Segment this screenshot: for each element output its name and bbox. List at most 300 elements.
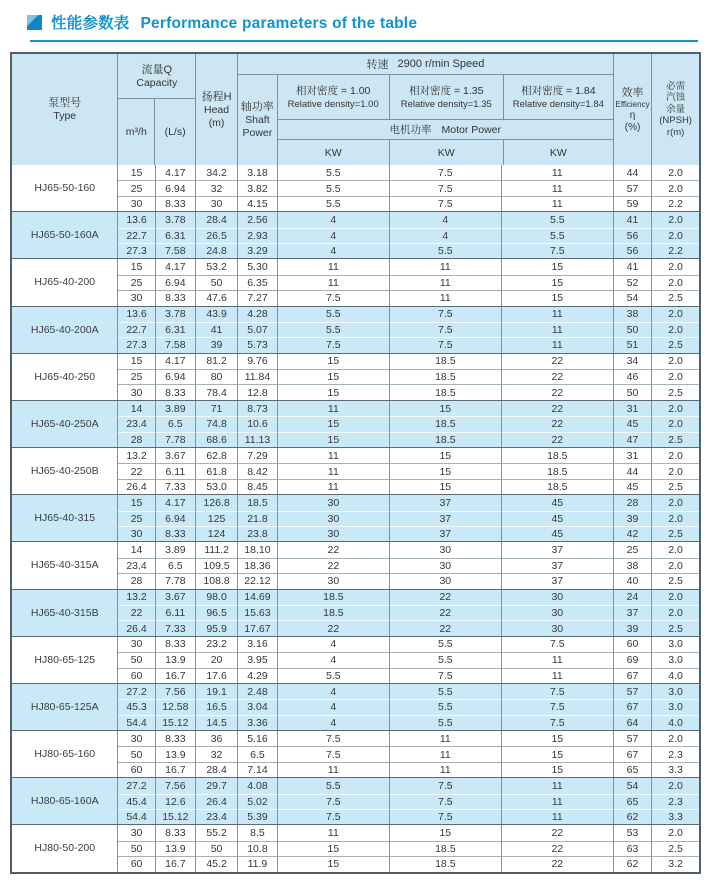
value-cell: 12.58	[156, 699, 197, 714]
value-cell: 67	[614, 668, 652, 683]
value-cell: 15	[278, 354, 390, 369]
value-cell: 4.28	[238, 307, 278, 322]
value-cell: 23.8	[238, 526, 278, 541]
value-cell: 50	[196, 841, 238, 856]
value-cell: 5.16	[238, 731, 278, 746]
value-cell: 2.0	[668, 732, 683, 745]
value-cell: 3.36	[238, 715, 278, 730]
value-cell: 7.5	[278, 794, 390, 809]
value-cell: 42	[614, 526, 652, 541]
value-cell: 7.5	[390, 307, 502, 322]
value-cell: 67	[614, 746, 652, 761]
value-cell: 2.48	[238, 684, 278, 699]
pump-type-cell: HJ80-65-125A	[12, 684, 118, 730]
value-cell: 74.8	[196, 416, 238, 431]
value-cell: 4	[278, 699, 390, 714]
page-title-zh: 性能参数表	[51, 15, 130, 32]
value-cell: 5.39	[238, 809, 278, 824]
value-cell: 65	[614, 762, 652, 777]
value-cell: 71	[196, 401, 238, 416]
value-cell: 22.12	[238, 573, 278, 588]
value-cell: 45.2	[196, 856, 238, 871]
value-cell: 16.7	[156, 856, 197, 871]
value-cell: 11	[278, 259, 390, 274]
value-cell: 13.6	[118, 212, 155, 227]
value-cell: 57	[614, 180, 652, 195]
value-cell: 3.78	[156, 212, 197, 227]
value-cell: 15	[278, 369, 390, 384]
value-cell: 26.5	[196, 228, 238, 243]
value-cell: 6.5	[238, 746, 278, 761]
pump-group	[12, 541, 699, 588]
value-cell: 15	[390, 479, 502, 494]
pump-group	[12, 353, 699, 400]
value-cell: 38	[614, 307, 652, 322]
value-cell: 28	[614, 495, 652, 510]
value-cell: 19.1	[196, 684, 238, 699]
value-cell: 28.4	[196, 762, 238, 777]
value-cell: 15.12	[156, 715, 197, 730]
value-cell: 22	[502, 401, 614, 416]
value-cell: 8.33	[156, 825, 197, 840]
value-cell: 5.5	[390, 637, 502, 652]
header-head-zh: 扬程H	[201, 90, 232, 103]
pump-type-cell: HJ80-65-160A	[12, 778, 118, 824]
value-cell: 3.2	[652, 856, 699, 871]
value-cell: 6.94	[156, 275, 197, 290]
value-cell: 22	[278, 542, 390, 557]
value-cell: 4	[390, 228, 502, 243]
pump-type-cell: HJ65-40-200	[12, 259, 118, 305]
value-cell: 45	[502, 511, 614, 526]
value-cell: 22	[502, 856, 614, 871]
value-cell: 37	[614, 605, 652, 620]
value-cell: 18.36	[238, 558, 278, 573]
value-cell: 95.9	[196, 620, 238, 635]
value-cell: 62	[614, 809, 652, 824]
value-cell: 2.0	[668, 308, 683, 321]
value-cell: 16.7	[156, 762, 197, 777]
value-cell: 11	[502, 794, 614, 809]
value-cell: 2.0	[668, 402, 683, 415]
value-cell: 55.2	[196, 825, 238, 840]
value-cell: 8.33	[156, 290, 197, 305]
value-cell: 21.8	[238, 511, 278, 526]
value-cell: 67	[614, 699, 652, 714]
value-cell: 7.56	[156, 778, 197, 793]
pump-group	[12, 258, 699, 305]
value-cell: 11	[502, 778, 614, 793]
value-cell: 5.5	[390, 715, 502, 730]
value-cell: 13.9	[156, 841, 197, 856]
value-cell: 4	[278, 243, 390, 258]
value-cell: 54.4	[118, 715, 155, 730]
value-cell: 15.12	[156, 809, 197, 824]
value-cell: 7.5	[502, 699, 614, 714]
value-cell: 15	[278, 384, 390, 399]
value-cell: 15	[390, 448, 502, 463]
value-cell: 2.0	[652, 558, 699, 573]
header-capacity-title	[118, 54, 195, 99]
value-cell: 8.33	[156, 196, 197, 211]
value-cell: 64	[614, 715, 652, 730]
value-cell: 8.33	[156, 384, 197, 399]
value-cell: 2.0	[652, 511, 699, 526]
header-kw-row	[278, 140, 613, 165]
pump-type-cell: HJ80-65-160	[12, 731, 118, 777]
value-cell: 2.3	[652, 746, 699, 761]
value-cell: 98.0	[196, 590, 238, 605]
value-cell: 5.5	[278, 307, 390, 322]
value-cell: 17.6	[196, 668, 238, 683]
value-cell: 7.33	[156, 479, 197, 494]
value-cell: 47.6	[196, 290, 238, 305]
value-cell: 26.4	[118, 620, 155, 635]
header-kw-2: KW	[390, 140, 504, 165]
value-cell: 63	[614, 841, 652, 856]
pump-group	[12, 636, 699, 683]
performance-table	[10, 52, 701, 874]
value-cell: 7.5	[278, 337, 390, 352]
value-cell: 15	[502, 746, 614, 761]
value-cell: 22	[278, 620, 390, 635]
value-cell: 5.5	[278, 165, 390, 180]
value-cell: 7.5	[390, 180, 502, 195]
value-cell: 2.5	[652, 573, 699, 588]
value-cell: 22	[502, 384, 614, 399]
value-cell: 18.5	[390, 841, 502, 856]
header-npsh: 必需 汽蚀 余量 (NPSH) r(m)	[659, 80, 692, 138]
value-cell: 32	[196, 180, 238, 195]
value-cell: 7.5	[390, 668, 502, 683]
header-eff-unit: (%)	[624, 121, 641, 133]
value-cell: 7.5	[390, 337, 502, 352]
value-cell: 2.5	[652, 620, 699, 635]
header-shaft-zh: 轴功率	[240, 101, 274, 113]
value-cell: 62	[614, 856, 652, 871]
value-cell: 15	[502, 259, 614, 274]
value-cell: 25	[118, 369, 155, 384]
value-cell: 16.5	[196, 699, 238, 714]
value-cell: 5.02	[238, 794, 278, 809]
value-cell: 39	[614, 511, 652, 526]
value-cell: 22	[390, 605, 502, 620]
value-cell: 26.4	[118, 479, 155, 494]
value-cell: 30	[118, 731, 155, 746]
value-cell: 30	[390, 542, 502, 557]
value-cell: 34.2	[196, 165, 238, 180]
value-cell: 46	[614, 369, 652, 384]
value-cell: 11	[390, 275, 502, 290]
value-cell: 4	[390, 212, 502, 227]
value-cell: 3.0	[668, 638, 683, 651]
pump-type-cell: HJ65-40-315	[12, 495, 118, 541]
value-cell: 30	[278, 573, 390, 588]
pump-type-cell: HJ80-50-200	[12, 825, 118, 871]
value-cell: 2.0	[652, 369, 699, 384]
value-cell: 5.5	[390, 243, 502, 258]
value-cell: 2.3	[652, 794, 699, 809]
value-cell: 37	[502, 558, 614, 573]
value-cell: 47	[614, 432, 652, 447]
value-cell: 18.5	[278, 605, 390, 620]
value-cell: 8.45	[238, 479, 278, 494]
header-unit-ls: (L/s)	[164, 126, 186, 138]
pump-type-cell: HJ65-50-160A	[12, 212, 118, 258]
value-cell: 28	[118, 432, 155, 447]
value-cell: 44	[614, 463, 652, 478]
value-cell: 2.2	[652, 243, 699, 258]
value-cell: 15	[118, 495, 155, 510]
value-cell: 23.4	[118, 416, 155, 431]
value-cell: 7.5	[278, 731, 390, 746]
value-cell: 15	[390, 825, 502, 840]
value-cell: 2.0	[668, 496, 683, 509]
value-cell: 7.5	[278, 290, 390, 305]
value-cell: 7.5	[278, 809, 390, 824]
header-speed	[238, 54, 613, 75]
value-cell: 37	[390, 526, 502, 541]
value-cell: 125	[196, 511, 238, 526]
value-cell: 37	[390, 511, 502, 526]
value-cell: 31	[614, 401, 652, 416]
value-cell: 57	[614, 731, 652, 746]
value-cell: 15	[502, 762, 614, 777]
value-cell: 2.5	[652, 290, 699, 305]
value-cell: 3.78	[156, 307, 197, 322]
value-cell: 5.5	[390, 699, 502, 714]
value-cell: 30	[118, 290, 155, 305]
value-cell: 53	[614, 825, 652, 840]
value-cell: 11	[278, 463, 390, 478]
value-cell: 30	[502, 605, 614, 620]
value-cell: 23.4	[118, 558, 155, 573]
value-cell: 27.3	[118, 337, 155, 352]
value-cell: 5.5	[502, 212, 614, 227]
pump-type-cell: HJ65-50-160	[12, 165, 118, 211]
pump-type-cell: HJ65-40-200A	[12, 307, 118, 353]
value-cell: 30	[118, 637, 155, 652]
value-cell: 2.0	[652, 463, 699, 478]
value-cell: 18.5	[390, 856, 502, 871]
value-cell: 41	[614, 212, 652, 227]
value-cell: 54	[614, 778, 652, 793]
value-cell: 11	[390, 762, 502, 777]
value-cell: 8.42	[238, 463, 278, 478]
value-cell: 7.27	[238, 290, 278, 305]
value-cell: 39	[196, 337, 238, 352]
title-underline	[30, 40, 698, 42]
value-cell: 2.5	[652, 432, 699, 447]
value-cell: 2.0	[652, 605, 699, 620]
value-cell: 11	[502, 180, 614, 195]
value-cell: 3.3	[652, 809, 699, 824]
value-cell: 4.17	[156, 259, 197, 274]
value-cell: 5.30	[238, 259, 278, 274]
value-cell: 30	[118, 825, 155, 840]
value-cell: 80	[196, 369, 238, 384]
value-cell: 4	[278, 652, 390, 667]
value-cell: 43.9	[196, 307, 238, 322]
header-head-en: Head	[204, 103, 230, 116]
value-cell: 18.5	[390, 432, 502, 447]
value-cell: 3.0	[652, 699, 699, 714]
value-cell: 28.4	[196, 212, 238, 227]
value-cell: 4.17	[156, 354, 197, 369]
value-cell: 3.67	[156, 590, 197, 605]
value-cell: 22	[502, 825, 614, 840]
value-cell: 4.0	[652, 668, 699, 683]
value-cell: 7.29	[238, 448, 278, 463]
value-cell: 4	[278, 212, 390, 227]
pump-group	[12, 589, 699, 636]
pump-type-cell: HJ65-40-250A	[12, 401, 118, 447]
table-header	[12, 54, 699, 165]
value-cell: 2.0	[668, 166, 683, 179]
value-cell: 7.5	[502, 243, 614, 258]
value-cell: 4.08	[238, 778, 278, 793]
section-title-bar	[0, 0, 711, 33]
value-cell: 7.14	[238, 762, 278, 777]
value-cell: 50	[196, 275, 238, 290]
value-cell: 45.3	[118, 699, 155, 714]
value-cell: 4.29	[238, 668, 278, 683]
pump-type-cell: HJ65-40-315B	[12, 590, 118, 636]
header-speed-zh: 转速	[366, 59, 389, 71]
header-motor-en: Motor Power	[441, 123, 502, 136]
value-cell: 22	[390, 620, 502, 635]
value-cell: 30	[278, 526, 390, 541]
value-cell: 38	[614, 558, 652, 573]
value-cell: 51	[614, 337, 652, 352]
value-cell: 32	[196, 746, 238, 761]
value-cell: 18.5	[238, 495, 278, 510]
value-cell: 2.0	[668, 261, 683, 274]
value-cell: 60	[118, 856, 155, 871]
value-cell: 15	[390, 463, 502, 478]
value-cell: 4.15	[238, 196, 278, 211]
value-cell: 24.8	[196, 243, 238, 258]
value-cell: 13.9	[156, 652, 197, 667]
value-cell: 26.4	[196, 794, 238, 809]
value-cell: 18.5	[390, 369, 502, 384]
value-cell: 109.5	[196, 558, 238, 573]
value-cell: 5.5	[278, 668, 390, 683]
value-cell: 8.33	[156, 637, 197, 652]
header-type-zh: 泵型号	[48, 97, 82, 109]
header-speed-block	[238, 54, 614, 165]
value-cell: 15	[502, 275, 614, 290]
value-cell: 11	[278, 275, 390, 290]
pump-group	[12, 494, 699, 541]
pump-group	[12, 211, 699, 258]
value-cell: 2.0	[652, 322, 699, 337]
value-cell: 30	[390, 573, 502, 588]
value-cell: 60	[614, 637, 652, 652]
value-cell: 30	[278, 495, 390, 510]
value-cell: 30	[278, 511, 390, 526]
value-cell: 11.84	[238, 369, 278, 384]
value-cell: 56	[614, 228, 652, 243]
value-cell: 5.5	[278, 778, 390, 793]
value-cell: 14	[118, 542, 155, 557]
pump-group	[12, 824, 699, 871]
value-cell: 22	[278, 558, 390, 573]
value-cell: 18.5	[390, 354, 502, 369]
value-cell: 8.33	[156, 731, 197, 746]
value-cell: 6.94	[156, 511, 197, 526]
value-cell: 22.7	[118, 228, 155, 243]
value-cell: 18.5	[502, 463, 614, 478]
value-cell: 4	[278, 684, 390, 699]
value-cell: 20	[196, 652, 238, 667]
value-cell: 22	[118, 605, 155, 620]
value-cell: 7.33	[156, 620, 197, 635]
value-cell: 2.0	[652, 228, 699, 243]
value-cell: 14	[118, 401, 155, 416]
value-cell: 2.5	[652, 479, 699, 494]
value-cell: 15	[118, 259, 155, 274]
value-cell: 3.0	[668, 685, 683, 698]
value-cell: 30	[118, 526, 155, 541]
page-title-en: Performance parameters of the table	[140, 15, 418, 32]
value-cell: 2.0	[668, 827, 683, 840]
header-capacity-zh: 流量Q	[141, 63, 173, 76]
value-cell: 22	[502, 369, 614, 384]
value-cell: 24	[614, 590, 652, 605]
value-cell: 3.67	[156, 448, 197, 463]
value-cell: 27.3	[118, 243, 155, 258]
value-cell: 15	[390, 401, 502, 416]
header-unit-m3h: m³/h	[118, 99, 155, 165]
value-cell: 12.6	[156, 794, 197, 809]
value-cell: 30	[118, 384, 155, 399]
value-cell: 2.93	[238, 228, 278, 243]
value-cell: 11	[390, 746, 502, 761]
pump-type-cell: HJ65-40-250B	[12, 448, 118, 494]
value-cell: 13.2	[118, 590, 155, 605]
value-cell: 6.35	[238, 275, 278, 290]
value-cell: 6.11	[156, 605, 197, 620]
value-cell: 16.7	[156, 668, 197, 683]
value-cell: 6.31	[156, 322, 197, 337]
value-cell: 60	[118, 762, 155, 777]
value-cell: 41	[196, 322, 238, 337]
header-eff-symbol: η	[629, 109, 636, 121]
value-cell: 18.5	[390, 384, 502, 399]
value-cell: 61.8	[196, 463, 238, 478]
value-cell: 2.0	[668, 213, 683, 226]
value-cell: 11	[502, 337, 614, 352]
value-cell: 4.17	[156, 495, 197, 510]
value-cell: 3.82	[238, 180, 278, 195]
value-cell: 15	[502, 731, 614, 746]
value-cell: 15	[278, 432, 390, 447]
value-cell: 17.67	[238, 620, 278, 635]
value-cell: 15.63	[238, 605, 278, 620]
value-cell: 60	[118, 668, 155, 683]
value-cell: 3.29	[238, 243, 278, 258]
header-kw-3: KW	[549, 146, 567, 159]
value-cell: 30	[118, 196, 155, 211]
value-cell: 40	[614, 573, 652, 588]
value-cell: 11	[278, 479, 390, 494]
value-cell: 7.5	[390, 809, 502, 824]
value-cell: 11.9	[238, 856, 278, 871]
value-cell: 10.8	[238, 841, 278, 856]
value-cell: 5.5	[278, 322, 390, 337]
value-cell: 11	[278, 401, 390, 416]
